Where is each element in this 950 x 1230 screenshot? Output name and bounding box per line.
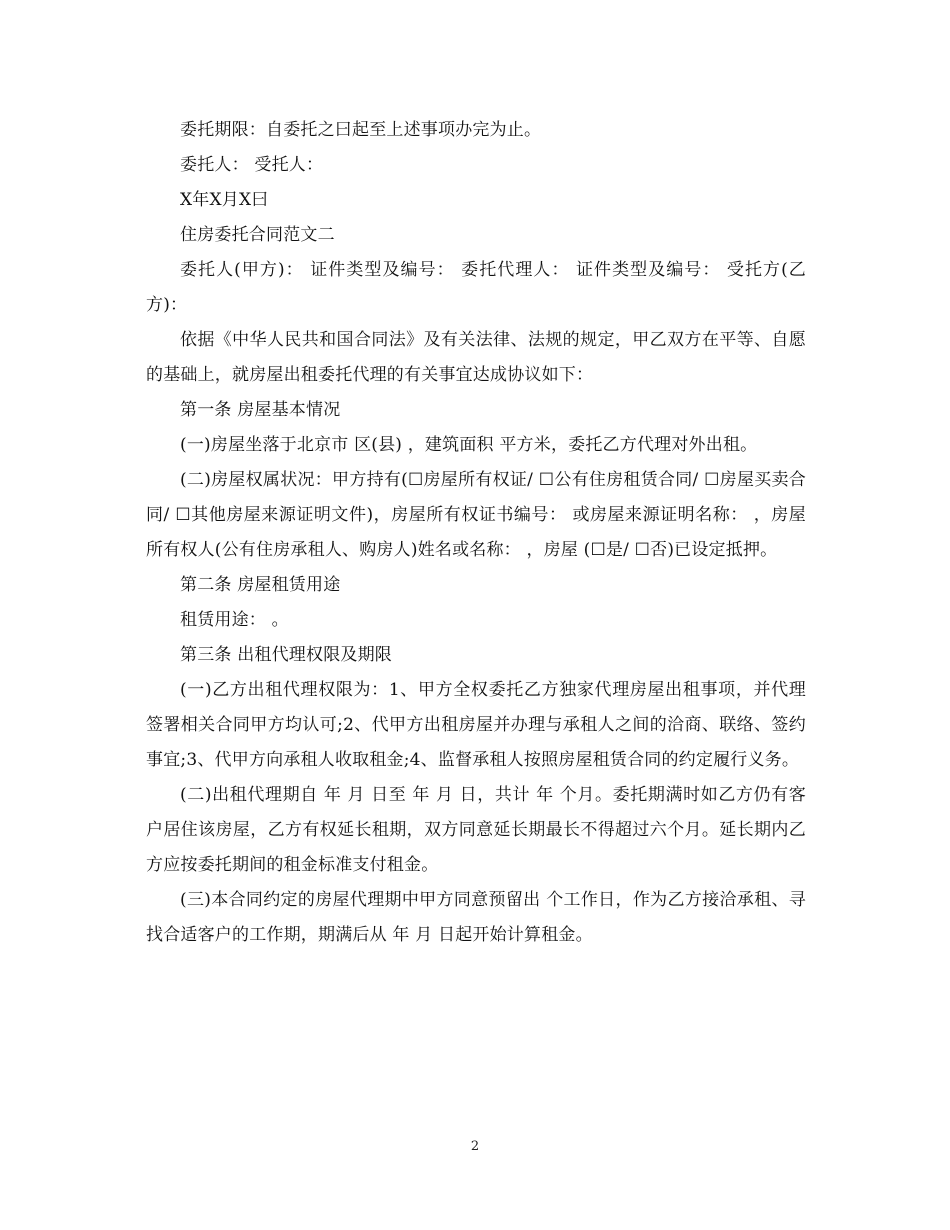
paragraph-reserved-days: (三)本合同约定的房屋代理期中甲方同意预留出 个工作日，作为乙方接洽承租、寻找合适客户的工作期，期满后从 年 月 日起开始计算租金。 bbox=[146, 890, 806, 945]
page-number: 2 bbox=[470, 1139, 480, 1154]
paragraph-parties: 委托人(甲方)： 证件类型及编号： 委托代理人： 证件类型及编号： 受托方(乙方)： bbox=[146, 260, 806, 315]
paragraph-date: X年X月X曰 bbox=[180, 190, 269, 210]
paragraph-legal-basis: 依据《中华人民共和国合同法》及有关法律、法规的规定，甲乙双方在平等、自愿的基础上，就房屋出租委托代理的有关事宜达成协议如下： bbox=[146, 330, 806, 385]
article-heading-1: 第一条 房屋基本情况 bbox=[180, 400, 341, 420]
paragraph-entrust-period: 委托期限：自委托之曰起至上述事项办完为止。 bbox=[180, 120, 542, 140]
section-title-sample-two: 住房委托合同范文二 bbox=[180, 225, 335, 245]
paragraph-agency-term: (二)出租代理期自 年 月 日至 年 月 日，共计 年 个月。委托期满时如乙方仍有客户居住该房屋，乙方有权延长租期，双方同意延长期最长不得超过六个月。延长期内乙方应按委托期间的租金标准支付租金。 bbox=[146, 785, 806, 875]
paragraph-signatories: 委托人： 受托人： bbox=[180, 155, 324, 175]
paragraph-agency-authority: (一)乙方出租代理权限为：1、甲方全权委托乙方独家代理房屋出租事项，并代理签署相关合同甲方均认可;2、代甲方出租房屋并办理与承租人之间的洽商、联络、签约事宜;3、代甲方向承租人收取租金;4、监督承租人按照房屋租赁合同的约定履行义务。 bbox=[146, 680, 806, 770]
article-heading-3: 第三条 出租代理权限及期限 bbox=[180, 645, 393, 665]
document-body bbox=[146, 113, 806, 953]
paragraph-ownership: (二)房屋权属状况：甲方持有(☐房屋所有权证/ ☐公有住房租赁合同/ ☐房屋买卖合同/ ☐其他房屋来源证明文件)，房屋所有权证书编号： 或房屋来源证明名称： ，房屋所有权人(公有住房承租人、购房人)姓名或名称： ，房屋 (☐是/ ☐否)已设定抵押。 bbox=[146, 470, 806, 560]
paragraph-house-location: (一)房屋坐落于北京市 区(县) ，建筑面积 平方米，委托乙方代理对外出租。 bbox=[180, 435, 758, 455]
article-heading-2: 第二条 房屋租赁用途 bbox=[180, 575, 341, 595]
paragraph-rental-use: 租赁用途： 。 bbox=[180, 610, 289, 630]
